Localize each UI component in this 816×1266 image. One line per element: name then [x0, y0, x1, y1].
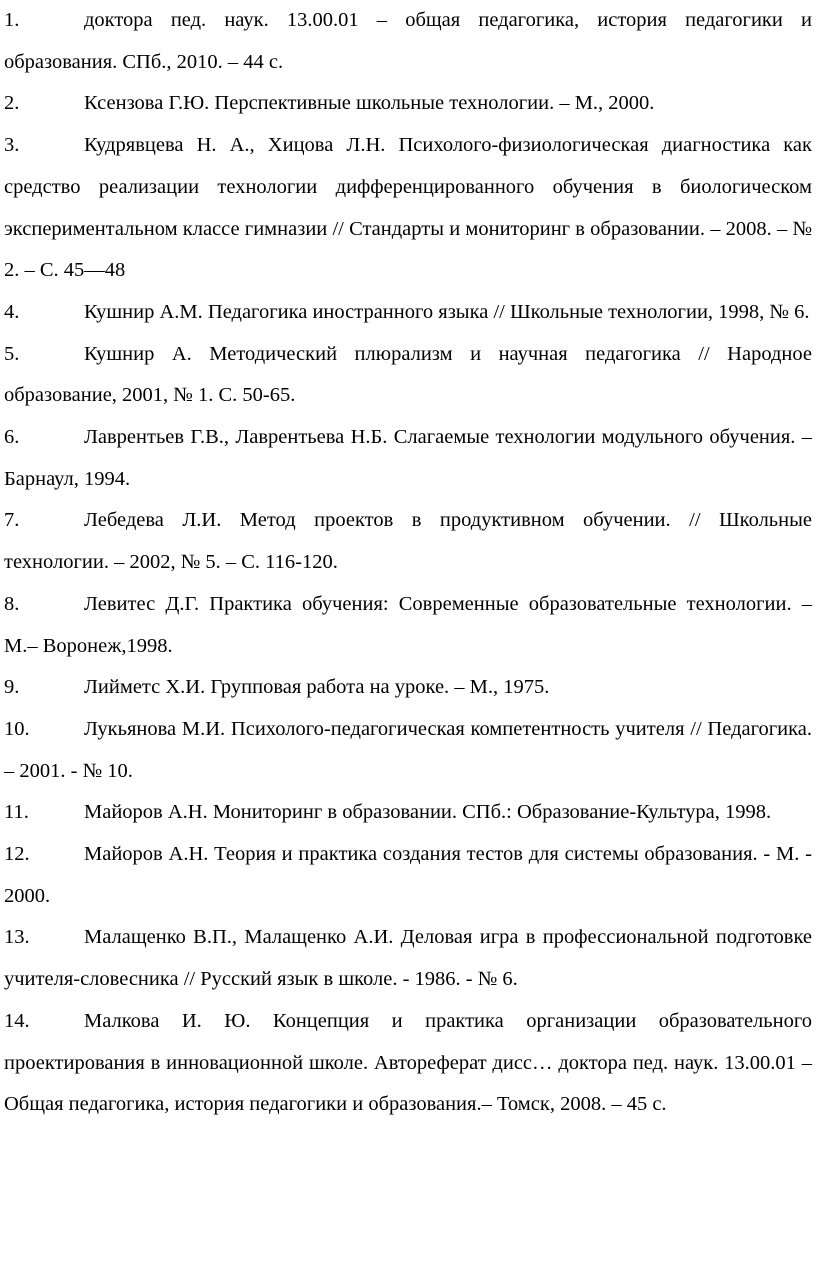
- reference-number: 6.: [4, 426, 20, 449]
- reference-text: Кудрявцева Н. А., Хицова Л.Н. Психолого-физиологическая диагностика как средство реализации технологии дифференцированного обучения в биологическом экспериментальном классе гимназии // Стандарты и мониторинг в образовании. – 2008. – № 2. – С. 45—48: [4, 134, 812, 282]
- reference-text: Ксензова Г.Ю. Перспективные школьные технологии. – М., 2000.: [84, 92, 655, 115]
- reference-text: Лукьянова М.И. Психолого-педагогическая компетентность учителя // Педагогика. – 2001. - № 10.: [4, 717, 812, 782]
- reference-number: 5.: [4, 342, 20, 365]
- reference-item: [4, 792, 812, 834]
- reference-item: [4, 917, 812, 1000]
- reference-item: [4, 1001, 812, 1126]
- reference-number: 3.: [4, 134, 20, 157]
- reference-item: [4, 334, 812, 417]
- reference-item: [4, 0, 812, 83]
- reference-text: Лийметс Х.И. Групповая работа на уроке. – М., 1975.: [84, 676, 550, 699]
- reference-item: [4, 292, 812, 334]
- reference-text: Малащенко В.П., Малащенко А.И. Деловая игра в профессиональной подготовке учителя-словесника // Русский язык в школе. - 1986. - № 6.: [4, 926, 812, 991]
- reference-number: 2.: [4, 92, 20, 115]
- reference-number: 1.: [4, 9, 20, 31]
- reference-number: 8.: [4, 592, 20, 615]
- reference-item: [4, 584, 812, 667]
- reference-text: Малкова И. Ю. Концепция и практика организации образовательного проектирования в инновационной школе. Автореферат дисс… доктора пед. наук. 13.00.01 – Общая педагогика, история педагогики и образования.– Томск, 2008. – 45 с.: [4, 1009, 812, 1116]
- reference-item: [4, 500, 812, 583]
- reference-number: 11.: [4, 801, 29, 824]
- reference-text: Майоров А.Н. Теория и практика создания тестов для системы образования. - М. - 2000.: [4, 843, 812, 907]
- reference-number: 12.: [4, 843, 30, 866]
- reference-text: Кушнир А.М. Педагогика иностранного языка // Школьные технологии, 1998, № 6.: [84, 300, 810, 323]
- reference-text: Кушнир А. Методический плюрализм и научная педагогика // Народное образование, 2001, № 1. С. 50-65.: [4, 342, 812, 407]
- reference-text: Лаврентьев Г.В., Лаврентьева Н.Б. Слагаемые технологии модульного обучения. – Барнаул, 1994.: [4, 426, 812, 490]
- reference-text: Левитес Д.Г. Практика обучения: Современные образовательные технологии. – М.– Воронеж,1998.: [4, 592, 812, 657]
- reference-text: Майоров А.Н. Мониторинг в образовании. СПб.: Образование-Культура, 1998.: [84, 801, 772, 824]
- reference-item: [4, 667, 812, 709]
- reference-number: 7.: [4, 509, 20, 532]
- reference-number: 14.: [4, 1009, 30, 1032]
- reference-item: [4, 83, 812, 125]
- reference-number: 10.: [4, 717, 30, 740]
- reference-number: 9.: [4, 676, 20, 699]
- reference-number: 13.: [4, 926, 30, 949]
- reference-number: 4.: [4, 300, 20, 323]
- reference-text: Лебедева Л.И. Метод проектов в продуктивном обучении. // Школьные технологии. – 2002, № 5. – С. 116-120.: [4, 509, 812, 574]
- reference-list: [4, 0, 812, 1126]
- reference-item: [4, 834, 812, 917]
- reference-item: [4, 417, 812, 500]
- reference-item: [4, 125, 812, 292]
- reference-text: доктора пед. наук. 13.00.01 – общая педагогика, история педагогики и образования. СПб., 2010. – 44 с.: [4, 9, 812, 73]
- reference-item: [4, 709, 812, 792]
